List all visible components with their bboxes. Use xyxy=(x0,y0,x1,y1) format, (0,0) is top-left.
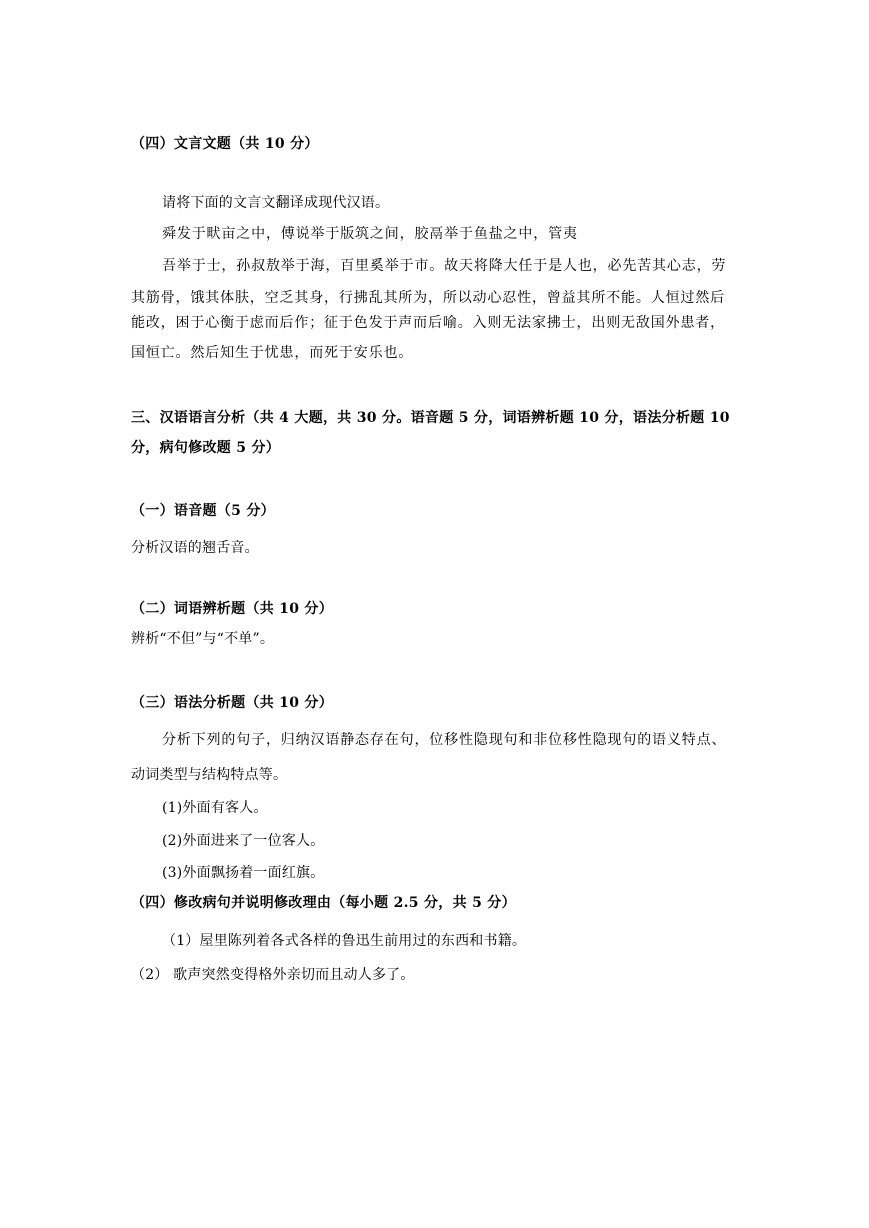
grammar-heading: （三）语法分析题（共 10 分） xyxy=(131,695,334,711)
grammar-question: 分析下列的句子，归纳汉语静态存在句，位移性隐现句和非位移性隐现句的语义特点、 xyxy=(162,732,727,748)
grammar-question-continued: 动词类型与结构特点等。 xyxy=(131,767,288,783)
word-discrimination-heading: （二）词语辨析题（共 10 分） xyxy=(131,601,334,617)
classical-passage-line: 能改，困于心衡于虑而后作；征于色发于声而后喻。入则无法家拂士，出则无敌国外患者， xyxy=(131,315,725,331)
classical-passage-line: 其筋骨，饿其体肤，空乏其身，行拂乱其所为，所以动心忍性，曾益其所不能。人恒过然后 xyxy=(131,290,725,306)
phonetics-heading: （一）语音题（5 分） xyxy=(131,503,275,519)
classical-passage-line: 吾举于士，孙叔敖举于海，百里奚举于市。故天将降大任于是人也，必先苦其心志，劳 xyxy=(162,258,727,274)
classical-passage-line: 舜发于畎亩之中，傅说举于版筑之间，胶鬲举于鱼盐之中，管夷 xyxy=(162,226,578,242)
grammar-sentence-item: (2)外面进来了一位客人。 xyxy=(162,833,325,849)
part3-heading-continued: 分，病句修改题 5 分） xyxy=(131,440,281,456)
classical-passage-line: 国恒亡。然后知生于忧患，而死于安乐也。 xyxy=(131,345,414,361)
classical-instruction: 请将下面的文言文翻译成现代汉语。 xyxy=(162,195,390,211)
grammar-sentence-item: (1)外面有客人。 xyxy=(162,800,268,816)
sentence-correction-heading: （四）修改病句并说明修改理由（每小题 2.5 分，共 5 分） xyxy=(131,895,516,911)
classical-section-heading: （四）文言文题（共 10 分） xyxy=(131,136,319,152)
part3-heading: 三、汉语语言分析（共 4 大题，共 30 分。语音题 5 分，词语辨析题 10 分，语法分析题 10 xyxy=(131,410,730,426)
sentence-correction-item: （1）屋里陈列着各式各样的鲁迅生前用过的东西和书籍。 xyxy=(162,933,527,949)
grammar-sentence-item: (3)外面飘扬着一面红旗。 xyxy=(162,865,325,881)
sentence-correction-item: （2） 歌声突然变得格外亲切而且动人多了。 xyxy=(131,967,415,983)
word-discrimination-question: 辨析“不但”与“不单”。 xyxy=(131,631,275,647)
phonetics-question: 分析汉语的翘舌音。 xyxy=(131,540,259,556)
